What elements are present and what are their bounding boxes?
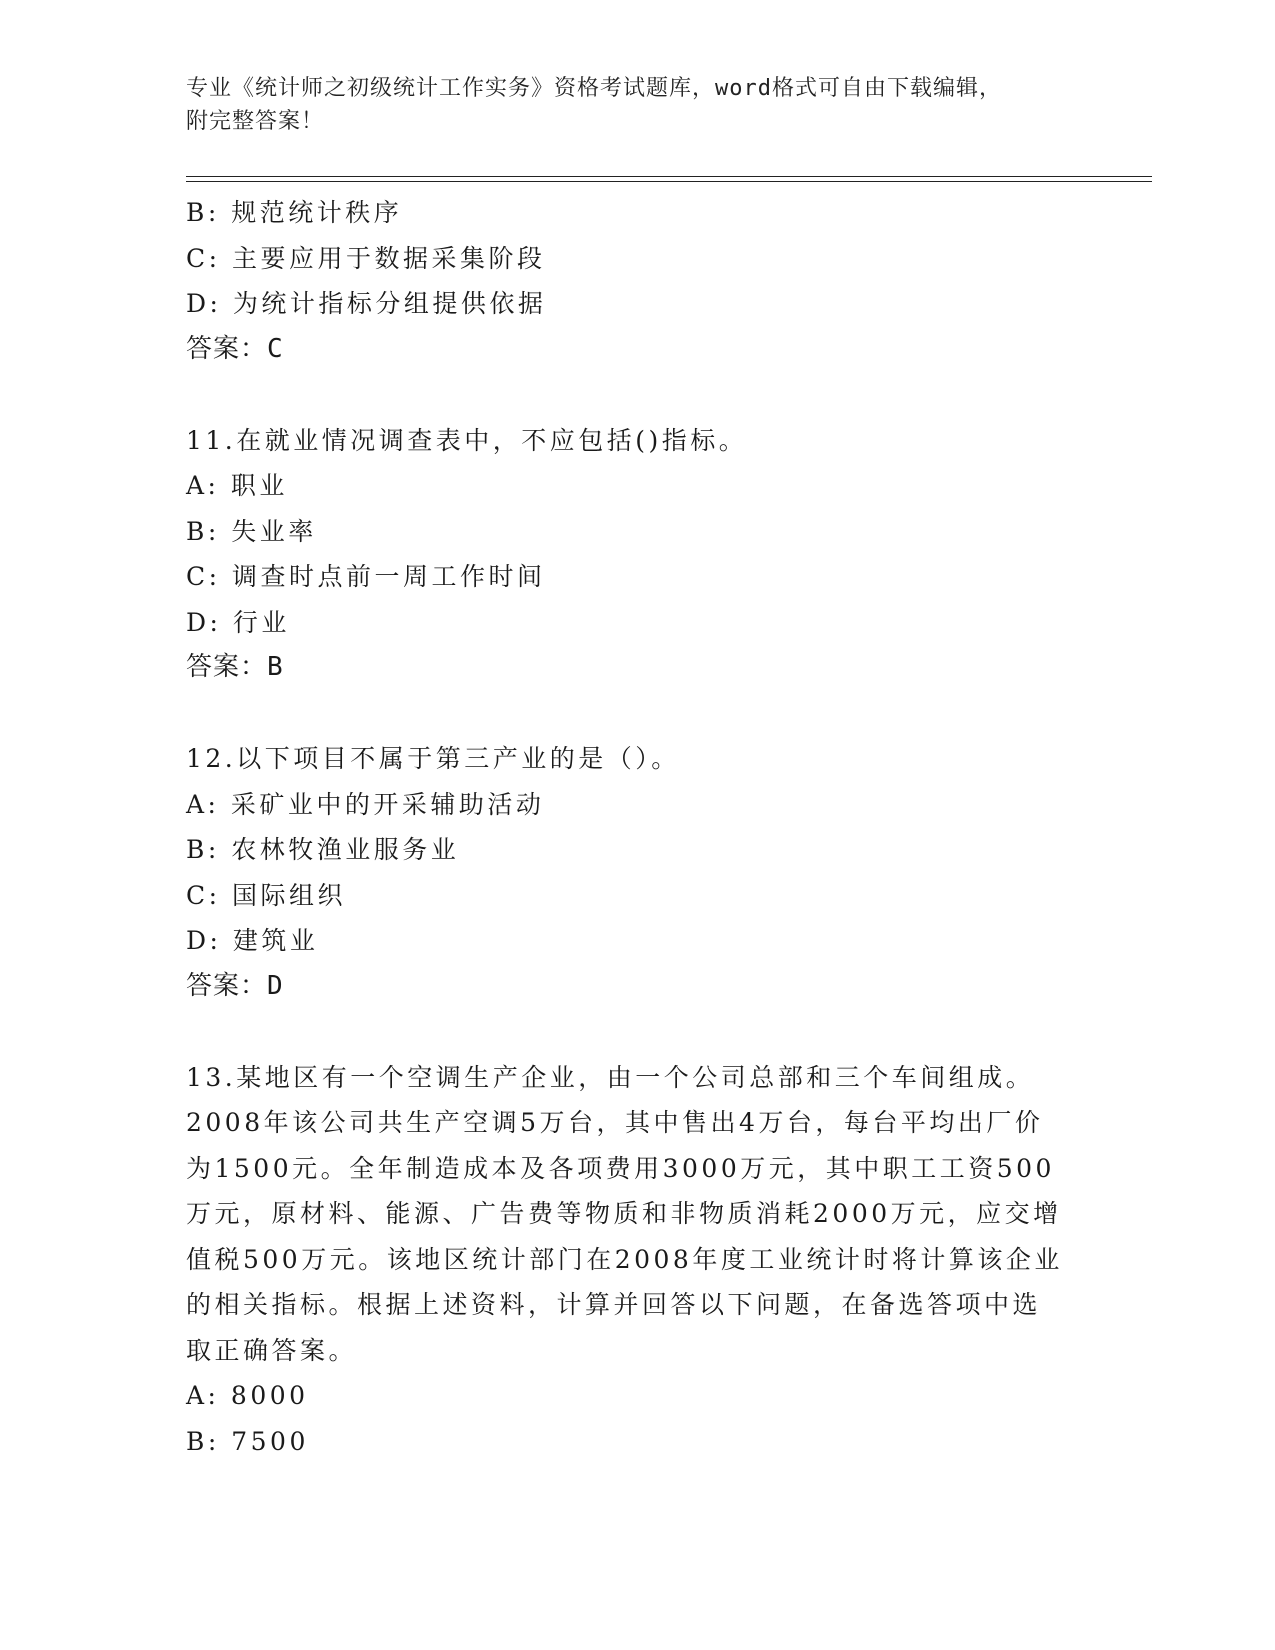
- question-13-block: [186, 1055, 1086, 1465]
- spacer: [186, 1009, 1086, 1055]
- question-text: 12.以下项目不属于第三产业的是（）。: [186, 744, 680, 773]
- option-a: A: 8000: [186, 1381, 309, 1410]
- spacer: [186, 372, 1086, 418]
- option-d: D: 建筑业: [186, 926, 319, 955]
- option-d: D: 行业: [186, 607, 290, 637]
- page-header: [186, 72, 1086, 138]
- spacer: [186, 691, 1086, 737]
- option-b: B: 农林牧渔业服务业: [186, 835, 460, 864]
- question-text-line: 万元，原材料、能源、广告费等物质和非物质消耗2000万元，应交增: [186, 1199, 1062, 1228]
- header-line-2: 附完整答案！: [186, 109, 325, 134]
- option-c: C: 调查时点前一周工作时间: [186, 562, 546, 591]
- question-11-block: [186, 418, 1086, 691]
- question-text-line: 值税500万元。该地区统计部门在2008年度工业统计时将计算该企业: [186, 1244, 1063, 1274]
- option-b: B: 7500: [186, 1426, 309, 1456]
- question-content: [186, 190, 1086, 1464]
- answer: 答案：D: [186, 970, 284, 1001]
- question-12-block: [186, 736, 1086, 1009]
- question-text: 11.在就业情况调查表中，不应包括()指标。: [186, 425, 748, 455]
- question-text-line: 取正确答案。: [186, 1335, 358, 1365]
- option-a: A: 职业: [186, 471, 288, 500]
- option-a: A: 采矿业中的开采辅助活动: [186, 789, 545, 819]
- option-b: B: 失业率: [186, 516, 317, 546]
- answer: 答案：B: [186, 652, 284, 682]
- question-text-line: 13.某地区有一个空调生产企业，由一个公司总部和三个车间组成。: [186, 1062, 1035, 1092]
- header-line-1: 专业《统计师之初级统计工作实务》资格考试题库，word格式可自由下载编辑，: [186, 76, 1002, 101]
- question-text-line: 的相关指标。根据上述资料，计算并回答以下问题，在备选答项中选: [186, 1290, 1042, 1319]
- header-rule-bottom: [186, 181, 1152, 182]
- option-b: B: 规范统计秩序: [186, 198, 403, 227]
- question-text-line: 2008年该公司共生产空调5万台，其中售出4万台，每台平均出厂价: [186, 1108, 1044, 1137]
- option-c: C: 主要应用于数据采集阶段: [186, 243, 546, 273]
- question-text-line: 为1500元。全年制造成本及各项费用3000万元，其中职工工资500: [186, 1153, 1055, 1183]
- option-c: C: 国际组织: [186, 880, 346, 910]
- question-10-block: [186, 190, 1086, 372]
- option-d: D: 为统计指标分组提供依据: [186, 289, 547, 318]
- answer: 答案：C: [186, 333, 284, 364]
- header-rule-top: [186, 176, 1152, 177]
